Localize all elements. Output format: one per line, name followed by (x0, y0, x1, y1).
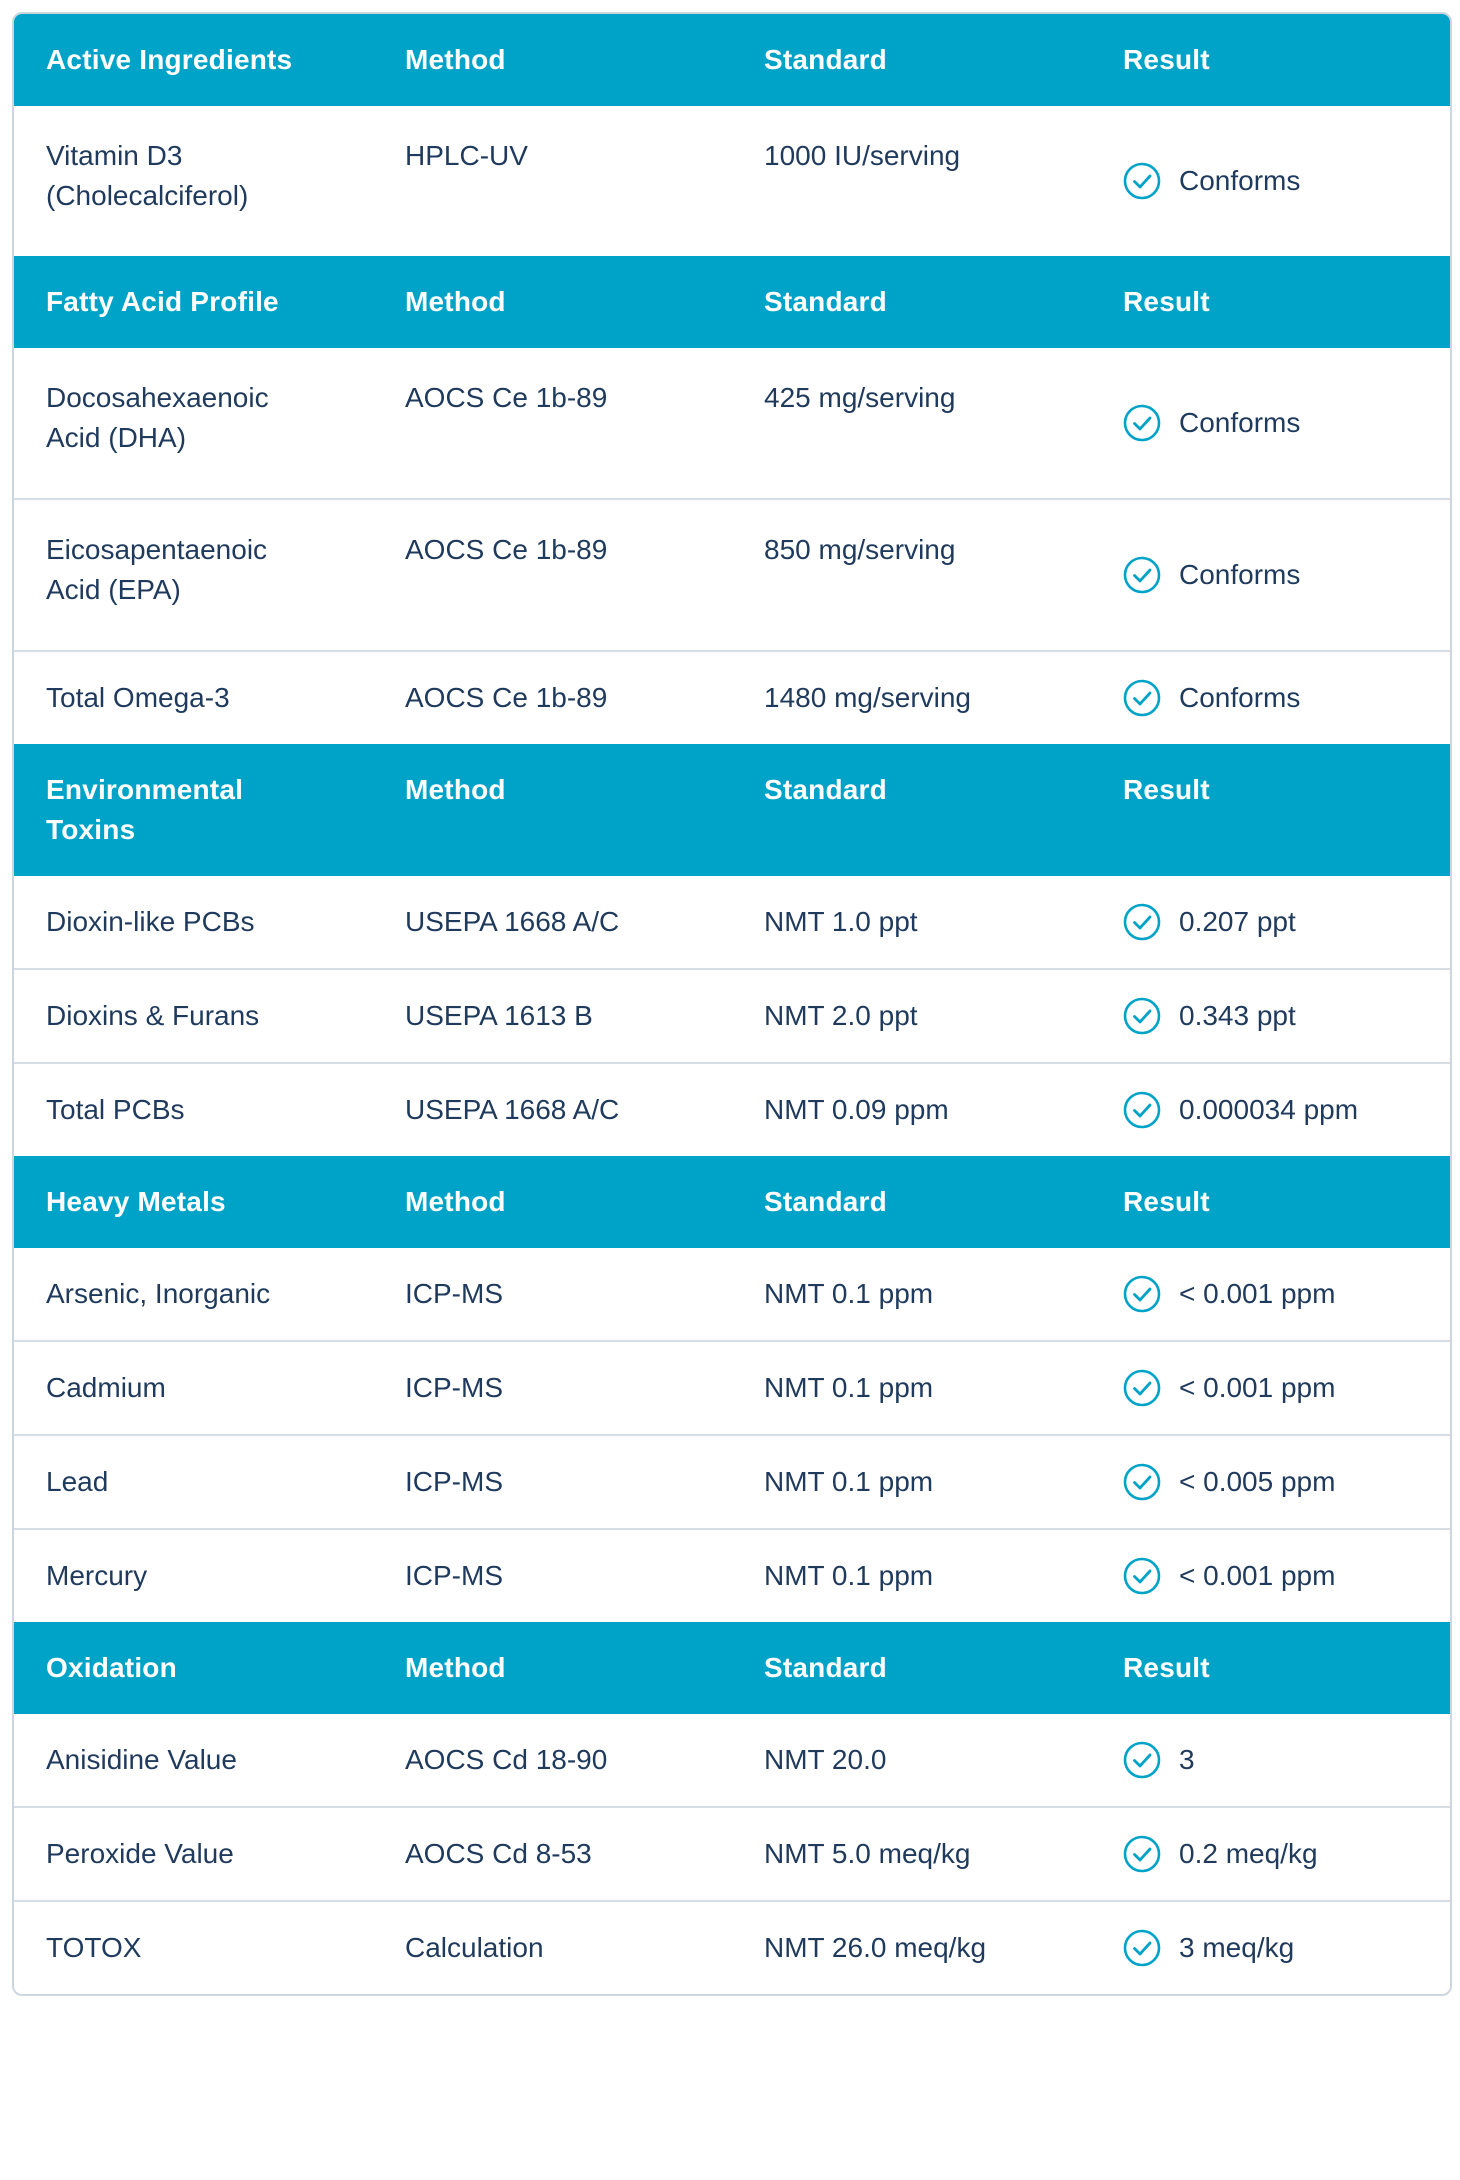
result-value: < 0.001 ppm (1179, 1278, 1336, 1309)
test-name: TOTOX (46, 1932, 142, 1963)
test-method: AOCS Ce 1b-89 (405, 682, 608, 713)
test-method: AOCS Cd 8-53 (405, 1838, 592, 1869)
test-result (1091, 348, 1450, 498)
table-row (14, 106, 1450, 256)
section-title: Oxidation (46, 1652, 177, 1683)
section-header-heavy-metals (14, 1156, 1450, 1248)
test-name: Total Omega-3 (46, 682, 230, 713)
test-name: Arsenic, Inorganic (46, 1278, 271, 1309)
test-result (1091, 1530, 1450, 1622)
test-method: AOCS Ce 1b-89 (405, 382, 608, 413)
test-result (1091, 106, 1450, 256)
test-method: USEPA 1613 B (405, 1000, 593, 1031)
test-name: Total PCBs (46, 1094, 185, 1125)
check-circle-icon (1123, 903, 1161, 941)
check-circle-icon (1123, 1835, 1161, 1873)
test-name: Dioxins & Furans (46, 1000, 260, 1031)
result-value: 0.207 ppt (1179, 906, 1296, 937)
test-result (1091, 970, 1450, 1062)
check-circle-icon (1123, 404, 1161, 442)
result-value: 0.000034 ppm (1179, 1094, 1359, 1125)
test-method: AOCS Ce 1b-89 (405, 534, 608, 565)
test-name: Docosahexaenoic Acid (DHA) (46, 382, 269, 453)
test-name: Lead (46, 1466, 109, 1497)
test-method: USEPA 1668 A/C (405, 1094, 620, 1125)
table-row (14, 1248, 1450, 1340)
table-row (14, 1340, 1450, 1434)
result-value: < 0.005 ppm (1179, 1466, 1336, 1497)
test-name: Anisidine Value (46, 1744, 237, 1775)
test-name: Vitamin D3 (Cholecalciferol) (46, 140, 249, 211)
check-circle-icon (1123, 1275, 1161, 1313)
column-header-method: Method (405, 1652, 506, 1683)
column-header-result: Result (1123, 1186, 1210, 1217)
test-result (1091, 1436, 1450, 1528)
test-method: ICP-MS (405, 1560, 503, 1591)
test-standard: 850 mg/serving (764, 534, 956, 565)
table-row (14, 650, 1450, 744)
result-value: 3 (1179, 1744, 1195, 1775)
section-title: Environmental Toxins (46, 774, 244, 845)
test-name: Dioxin-like PCBs (46, 906, 255, 937)
result-value: 0.2 meq/kg (1179, 1838, 1318, 1869)
table-row (14, 1900, 1450, 1994)
result-value: 0.343 ppt (1179, 1000, 1296, 1031)
test-result (1091, 1902, 1450, 1994)
test-standard: NMT 0.09 ppm (764, 1094, 949, 1125)
column-header-method: Method (405, 44, 506, 75)
column-header-standard: Standard (764, 286, 887, 317)
test-result (1091, 1342, 1450, 1434)
check-circle-icon (1123, 556, 1161, 594)
check-circle-icon (1123, 997, 1161, 1035)
table-row (14, 876, 1450, 968)
section-header-environmental-toxins (14, 744, 1450, 876)
check-circle-icon (1123, 162, 1161, 200)
test-standard: 425 mg/serving (764, 382, 956, 413)
test-method: Calculation (405, 1932, 544, 1963)
test-method: ICP-MS (405, 1278, 503, 1309)
test-standard: NMT 26.0 meq/kg (764, 1932, 987, 1963)
column-header-result: Result (1123, 44, 1210, 75)
column-header-standard: Standard (764, 1186, 887, 1217)
test-name: Cadmium (46, 1372, 166, 1403)
check-circle-icon (1123, 1369, 1161, 1407)
test-standard: NMT 20.0 (764, 1744, 887, 1775)
test-standard: NMT 1.0 ppt (764, 906, 918, 937)
column-header-result: Result (1123, 1652, 1210, 1683)
test-result (1091, 1064, 1450, 1156)
table-row (14, 348, 1450, 498)
table-row (14, 498, 1450, 650)
section-title: Heavy Metals (46, 1186, 226, 1217)
table-row (14, 968, 1450, 1062)
test-standard: NMT 5.0 meq/kg (764, 1838, 971, 1869)
check-circle-icon (1123, 1929, 1161, 1967)
column-header-result: Result (1123, 774, 1210, 805)
test-result (1091, 1248, 1450, 1340)
section-title: Fatty Acid Profile (46, 286, 279, 317)
column-header-standard: Standard (764, 44, 887, 75)
table-row (14, 1806, 1450, 1900)
result-value: < 0.001 ppm (1179, 1372, 1336, 1403)
check-circle-icon (1123, 1741, 1161, 1779)
test-method: HPLC-UV (405, 140, 528, 171)
result-value: Conforms (1179, 559, 1301, 590)
section-header-fatty-acid-profile (14, 256, 1450, 348)
test-standard: NMT 2.0 ppt (764, 1000, 918, 1031)
table-row (14, 1528, 1450, 1622)
column-header-method: Method (405, 1186, 506, 1217)
section-title: Active Ingredients (46, 44, 293, 75)
test-method: AOCS Cd 18-90 (405, 1744, 608, 1775)
test-method: ICP-MS (405, 1372, 503, 1403)
section-header-active-ingredients (14, 14, 1450, 106)
result-value: Conforms (1179, 407, 1301, 438)
test-standard: NMT 0.1 ppm (764, 1560, 934, 1591)
test-results-table (12, 12, 1452, 1996)
check-circle-icon (1123, 1463, 1161, 1501)
test-standard: 1480 mg/serving (764, 682, 972, 713)
check-circle-icon (1123, 679, 1161, 717)
test-result (1091, 652, 1450, 744)
test-standard: NMT 0.1 ppm (764, 1372, 934, 1403)
test-name: Peroxide Value (46, 1838, 234, 1869)
column-header-method: Method (405, 286, 506, 317)
result-value: Conforms (1179, 165, 1301, 196)
column-header-standard: Standard (764, 1652, 887, 1683)
test-standard: NMT 0.1 ppm (764, 1466, 934, 1497)
result-value: Conforms (1179, 682, 1301, 713)
test-standard: 1000 IU/serving (764, 140, 961, 171)
table-row (14, 1434, 1450, 1528)
test-standard: NMT 0.1 ppm (764, 1278, 934, 1309)
column-header-standard: Standard (764, 774, 887, 805)
result-value: < 0.001 ppm (1179, 1560, 1336, 1591)
column-header-result: Result (1123, 286, 1210, 317)
test-result (1091, 1808, 1450, 1900)
table-row (14, 1714, 1450, 1806)
test-name: Mercury (46, 1560, 148, 1591)
check-circle-icon (1123, 1557, 1161, 1595)
test-name: Eicosapentaenoic Acid (EPA) (46, 534, 268, 605)
column-header-method: Method (405, 774, 506, 805)
table-row (14, 1062, 1450, 1156)
result-value: 3 meq/kg (1179, 1932, 1295, 1963)
test-result (1091, 1714, 1450, 1806)
test-result (1091, 876, 1450, 968)
test-method: ICP-MS (405, 1466, 503, 1497)
check-circle-icon (1123, 1091, 1161, 1129)
section-header-oxidation (14, 1622, 1450, 1714)
test-method: USEPA 1668 A/C (405, 906, 620, 937)
test-result (1091, 500, 1450, 650)
